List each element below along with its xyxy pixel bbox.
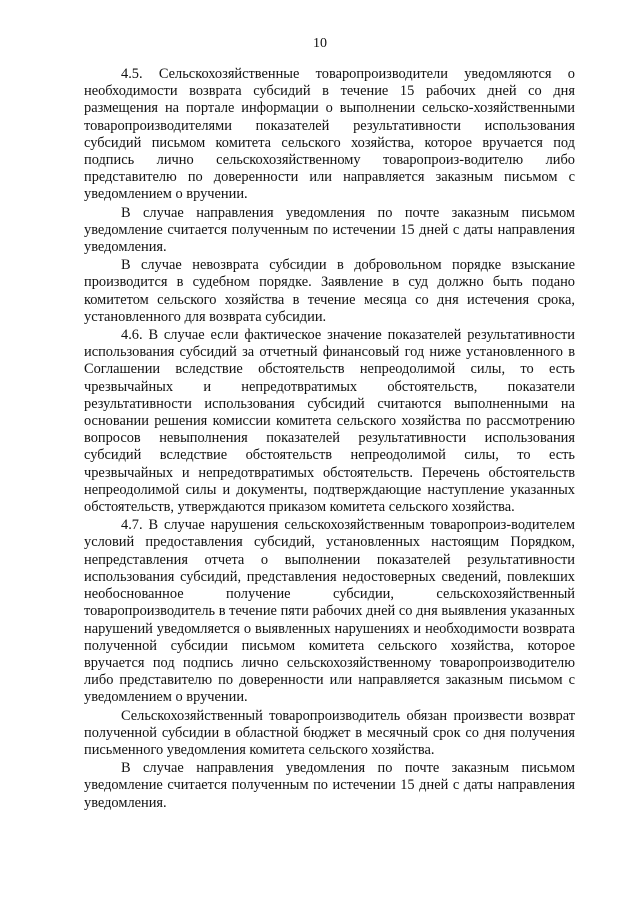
page-number: 10 xyxy=(313,36,327,51)
paragraph-4-7-postal-notice: В случае направления уведомления по почте заказным письмом уведомление считается полученным по истечении 15 дней с даты направления уведомления. xyxy=(84,760,575,811)
paragraph-4-6: 4.6. В случае если фактическое значение показателей результативности использования субсидий за отчетный финансовый год ниже установленного в Соглашении вследствие обстоятельств непреодолимой силы, то есть чрезвычайных и непредотвратимых обстоятельств, показатели результативности использования субсидий считаются выполненными на основании решения комиссии комитета сельского хозяйства по рассмотрению вопросов невыполнения показателей результативности использования субсидий вследствие обстоятельств непреодолимой силы, то есть чрезвычайных и непредотвратимых обстоятельств. Перечень обстоятельств непреодолимой силы и документы, подтверждающие наступление указанных обстоятельств, утверждаются приказом комитета сельского хозяйства. xyxy=(84,327,575,516)
paragraph-4-5-court-recovery: В случае невозврата субсидии в добровольном порядке взыскание производится в судебном порядке. Заявление в суд должно быть подано комитетом сельского хозяйства в течение месяца со дня истечения срока, установленного для возврата субсидии. xyxy=(84,257,575,325)
paragraph-4-5-postal-notice: В случае направления уведомления по почте заказным письмом уведомление считается полученным по истечении 15 дней с даты направления уведомления. xyxy=(84,204,575,256)
paragraph-4-5: 4.5. Сельскохозяйственные товаропроизводители уведомляются о необходимости возврата субсидий в течение 15 рабочих дней со дня размещения на портале информации о выполнении сельско-хозяйственными товаропроизводителями показателей результативности использования субсидий письмом комитета сельского хозяйства, которое вручается под подпись лично сельскохозяйственному товаропроиз-водителю либо представителю по доверенности или направляется заказным письмом с уведомлением о вручении. xyxy=(84,66,575,203)
paragraph-4-7-refund-obligation: Сельскохозяйственный товаропроизводитель обязан произвести возврат полученной субсидии в областной бюджет в месячный срок со дня получения письменного уведомления комитета сельского хозяйства. xyxy=(84,707,575,758)
paragraph-4-7: 4.7. В случае нарушения сельскохозяйственным товаропроиз-водителем условий предоставления субсидий, установленных настоящим Порядком, непредставления отчета о выполнении показателей результативности использования субсидий, представления недостоверных сведений, повлекших необоснованное получение субсидии, сельскохозяйственный товаропроизводитель в течение пяти рабочих дней со дня выявления указанных нарушений уведомляется о выявленных нарушениях и необходимости возврата полученной субсидии письмом комитета сельского хозяйства, которое вручается под подпись лично сельскохозяйственному товаропроизводителю либо представителю по доверенности или направляется заказным письмом с уведомлением о вручении. xyxy=(84,517,575,706)
document-body xyxy=(84,66,575,813)
